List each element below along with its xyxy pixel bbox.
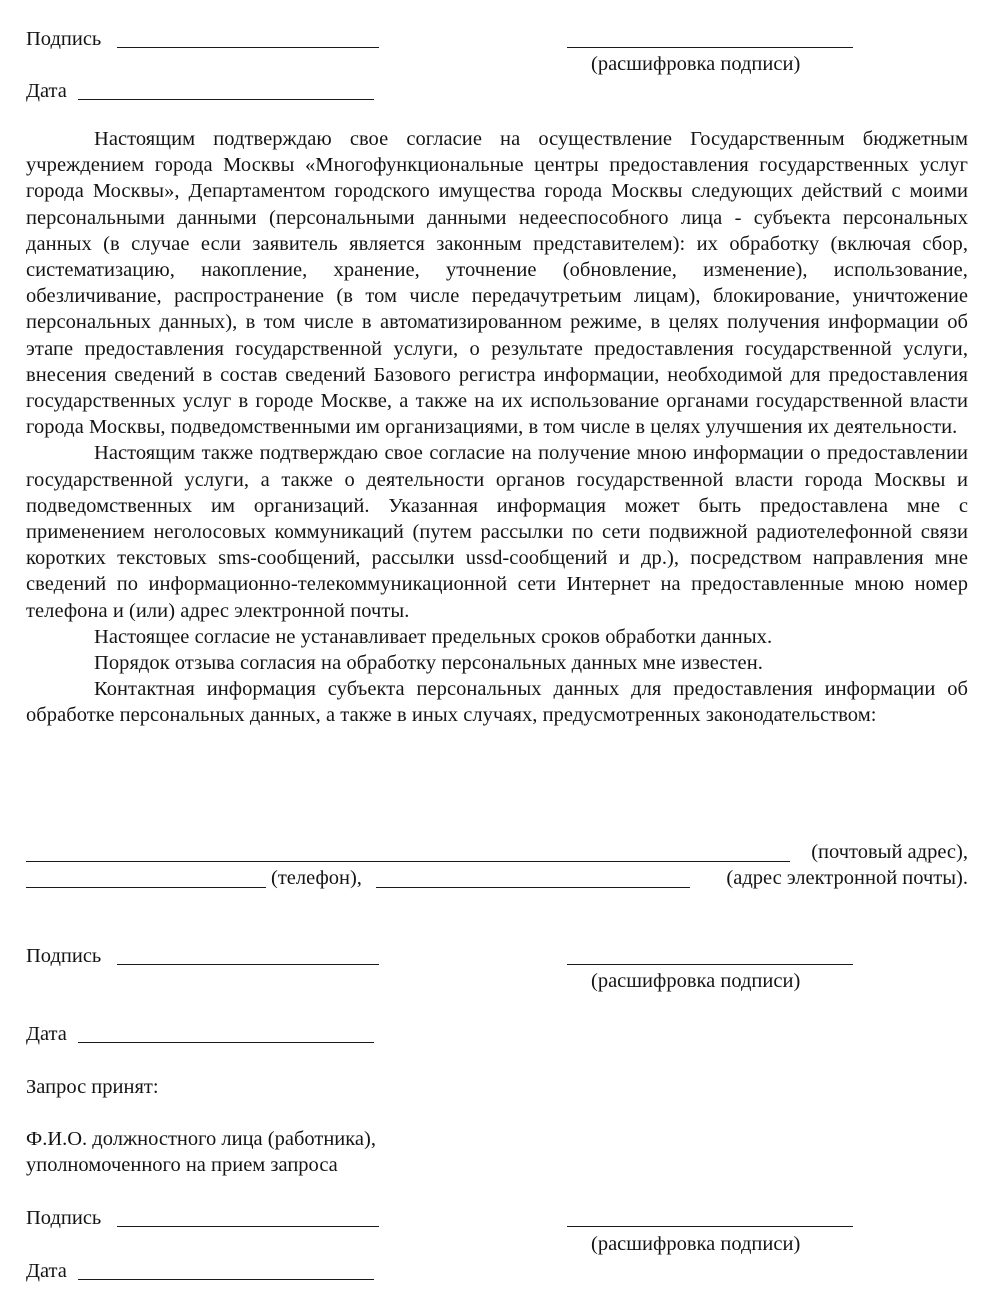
signature-label: Подпись xyxy=(26,945,102,967)
signature-decoding-caption: (расшифровка подписи) xyxy=(591,1233,801,1255)
consent-paragraph: Настоящим также подтверждаю свое согласие на получение мною информации о предоставлении государственной услуги, а также о деятельности органов государственной власти города Москвы и подведомственных им организаций. Указанная информация может быть предоставлена мне с применением неголосовых коммуникаций (путем рассылки по сети подвижной радиотелефонной связи коротких текстовых sms-сообщений, рассылки ussd-сообщений и др.), посредством направления мне сведений по информационно-телекоммуникационной сети Интернет на предоставленные мною номер телефона и (или) адрес электронной почты. xyxy=(26,442,968,622)
consent-paragraph: Настоящее согласие не устанавливает предельных сроков обработки данных. xyxy=(94,625,773,648)
consent-paragraph: Настоящим подтверждаю свое согласие на осуществление Государственным бюджетным учреждением города Москвы «Многофункциональные центры предоставления государственных услуг города Москвы», Департаментом городского имущества города Москвы следующих действий с моими персональными данными (персональными данными недееспособного лица - субъекта персональных данных (в случае если заявитель является законным представителем): их обработку (включая сбор, систематизацию, накопление, хранение, уточнение (обновление, изменение), использование, обезличивание, распространение (в том числе передачутретьим лицам), блокирование, уничтожение персональных данных), в том числе в автоматизированном режиме, в целях получения информации об этапе предоставления государственной услуги, о результате предоставления государственной услуги, внесения сведений в состав сведений Базового регистра информации, необходимой для предоставления государственных услуг в городе Москве, а также на их использование органами государственной власти города Москвы, подведомственными им организациями, в том числе в целях улучшения их деятельности. xyxy=(26,128,968,439)
postal-address-label: (почтовый адрес), xyxy=(811,841,968,863)
signature-line[interactable] xyxy=(117,47,379,48)
postal-address-line[interactable] xyxy=(26,861,790,862)
signature-label: Подпись xyxy=(26,1207,102,1229)
date-line[interactable] xyxy=(78,1042,374,1043)
signature-label: Подпись xyxy=(26,28,102,50)
phone-line[interactable] xyxy=(26,887,266,888)
request-accepted-label: Запрос принят: xyxy=(26,1076,159,1098)
signature-line[interactable] xyxy=(117,1226,379,1227)
date-label: Дата xyxy=(26,80,67,102)
signature-decoding-line[interactable] xyxy=(567,47,853,48)
consent-body xyxy=(26,126,968,729)
email-line[interactable] xyxy=(376,887,690,888)
phone-label: (телефон), xyxy=(271,867,362,889)
official-name-label: Ф.И.О. должностного лица (работника), xyxy=(26,1128,376,1150)
date-line[interactable] xyxy=(78,1279,374,1280)
date-label: Дата xyxy=(26,1260,67,1282)
signature-decoding-caption: (расшифровка подписи) xyxy=(591,970,801,992)
consent-paragraph: Контактная информация субъекта персональных данных для предоставления информации об обработке персональных данных, а также в иных случаях, предусмотренных законодательством: xyxy=(26,678,968,727)
signature-line[interactable] xyxy=(117,964,379,965)
consent-paragraph: Порядок отзыва согласия на обработку персональных данных мне известен. xyxy=(94,652,763,675)
email-label: (адрес электронной почты). xyxy=(726,867,968,889)
signature-decoding-line[interactable] xyxy=(567,1226,853,1227)
signature-decoding-line[interactable] xyxy=(567,964,853,965)
phone-email-row xyxy=(26,866,968,892)
date-label: Дата xyxy=(26,1023,67,1045)
postal-address-row xyxy=(26,840,968,866)
official-name-label-continued: уполномоченного на прием запроса xyxy=(26,1154,338,1176)
signature-decoding-caption: (расшифровка подписи) xyxy=(591,53,801,75)
date-line[interactable] xyxy=(78,99,374,100)
